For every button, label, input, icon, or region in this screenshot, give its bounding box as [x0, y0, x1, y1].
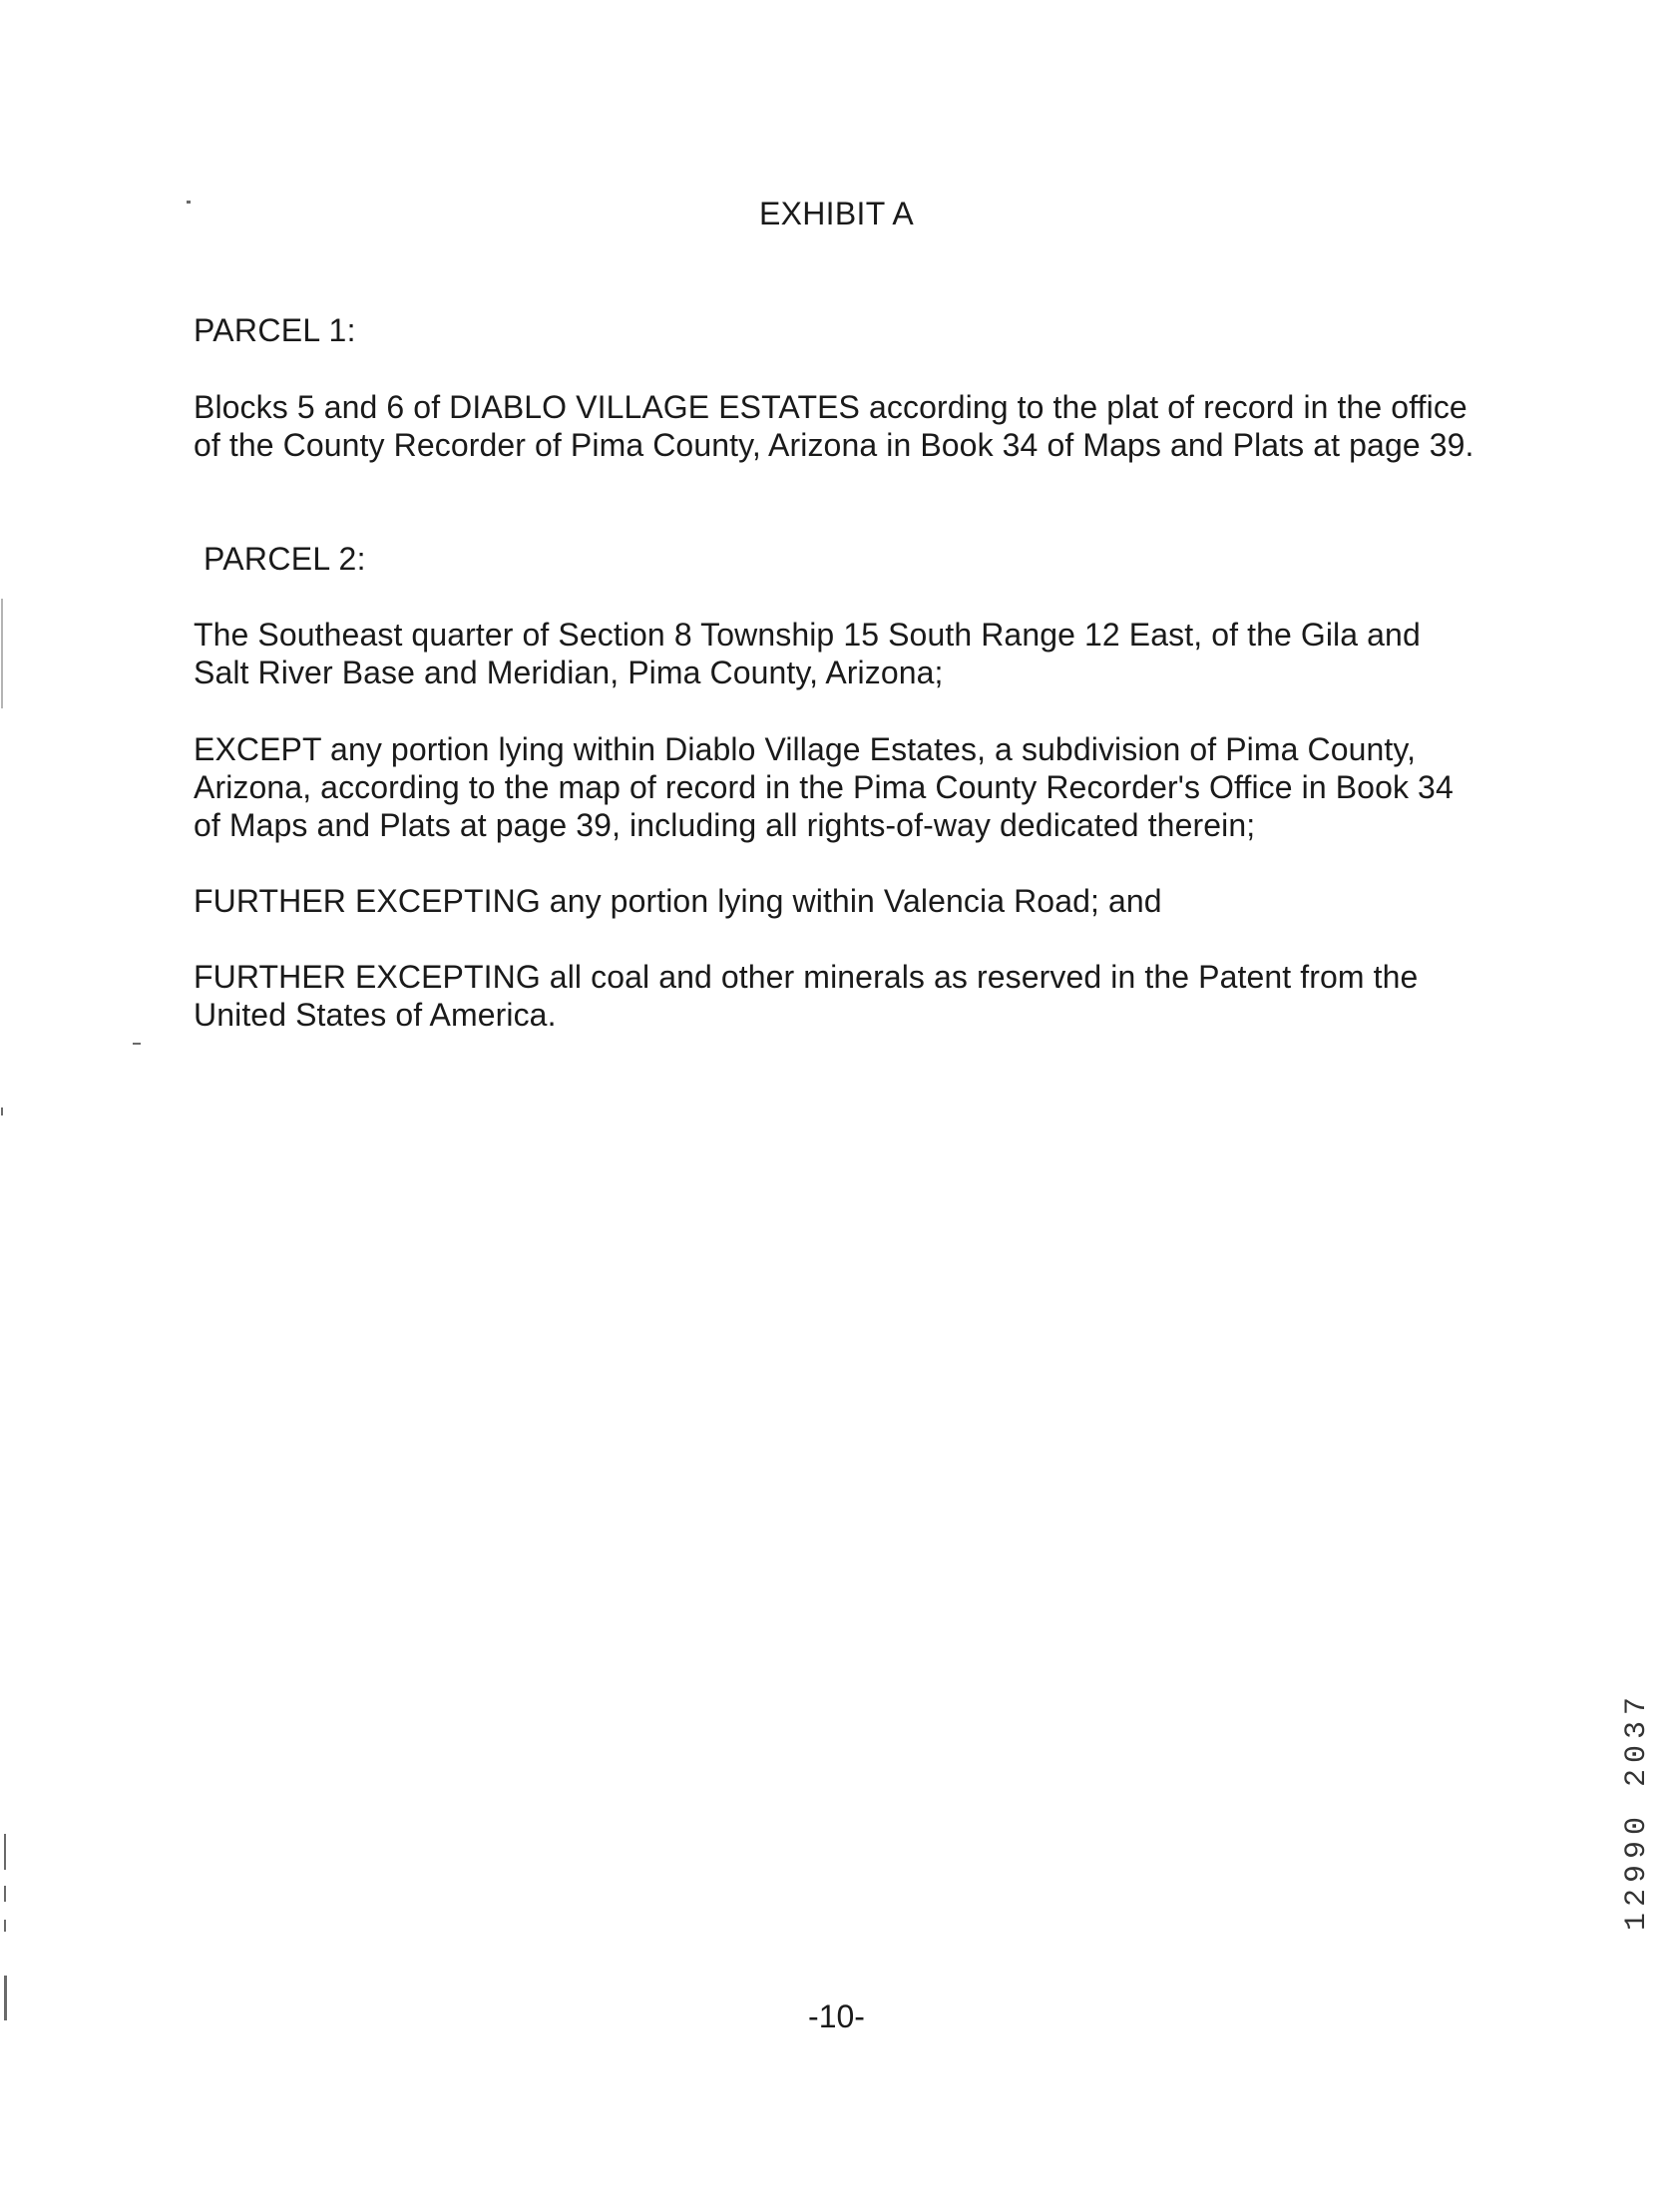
recording-stamp-text: 12990 2037 [1620, 1690, 1654, 1931]
document-title: EXHIBIT A [758, 196, 915, 231]
parcel-2-further-exception-road: FURTHER EXCEPTING any portion lying within Valencia Road; and [194, 883, 1162, 919]
parcel-2-further-exception-minerals: FURTHER EXCEPTING all coal and other minerals as reserved in the Patent from the United States of America. [194, 959, 1419, 1033]
scan-mark [4, 1976, 7, 2020]
scan-mark [187, 201, 191, 204]
scan-mark [4, 1920, 6, 1932]
scan-mark [4, 1886, 6, 1902]
scan-mark [4, 1834, 6, 1870]
scan-mark [133, 1043, 141, 1045]
scan-mark [1, 1107, 3, 1115]
parcel-2-exception: EXCEPT any portion lying within Diablo Village Estates, a subdivision of Pima County, Arizona, according to the map of record in the Pima County Recorder's Office in Book 34 of Maps and Plats at page 39, including all rights-of-way dedicated therein; [194, 731, 1454, 843]
recording-stamp [1614, 1561, 1654, 1931]
parcel-1-description: Blocks 5 and 6 of DIABLO VILLAGE ESTATES according to the plat of record in the office of the County Recorder of Pima County, Arizona in Book 34 of Maps and Plats at page 39. [194, 389, 1474, 463]
parcel-1-heading: PARCEL 1: [194, 312, 356, 348]
scan-mark [1, 599, 3, 708]
parcel-2-description: The Southeast quarter of Section 8 Township 15 South Range 12 East, of the Gila and Salt River Base and Meridian, Pima County, Arizona; [194, 617, 1421, 690]
parcel-2-heading: PARCEL 2: [204, 541, 366, 577]
page-number: -10- [808, 1998, 865, 2034]
